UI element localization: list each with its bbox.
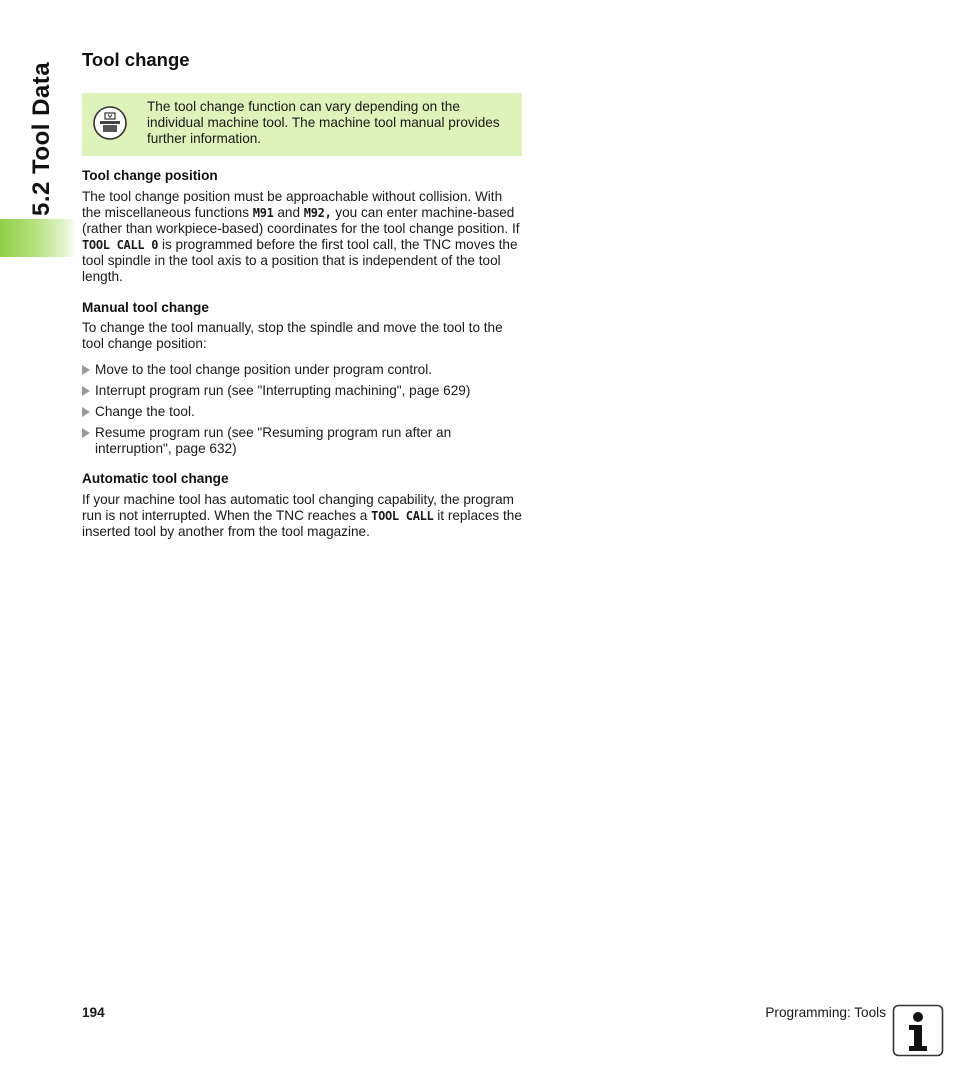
text-run: you can enter machine-based (rather than workpiece-based) coordinates for the tool change position. If <box>82 205 520 236</box>
heading-manual-tool-change: Manual tool change <box>82 300 209 315</box>
code-tool-call: TOOL CALL <box>371 509 434 523</box>
list-item-text: Move to the tool change position under program control. <box>95 362 433 377</box>
page-number: 194 <box>82 1005 105 1020</box>
text-run: is programmed before the first tool call, the TNC moves the tool spindle in the tool axis to a position that is independent of the tool length. <box>82 237 518 284</box>
text-run: and <box>273 205 304 220</box>
code-m92: M92, <box>303 206 332 220</box>
info-icon[interactable] <box>892 1004 944 1057</box>
heading-automatic-tool-change: Automatic tool change <box>82 471 229 486</box>
machine-note-text: The tool change function can vary depending on the individual machine tool. The machine tool manual provides further information. <box>147 99 500 146</box>
text-run: it replaces the inserted tool by another from the tool magazine. <box>82 508 522 539</box>
manual-tool-change-intro: To change the tool manually, stop the spindle and move the tool to the tool change position: <box>82 320 503 351</box>
bullet-arrow-icon <box>82 407 90 417</box>
tool-change-position-paragraph <box>82 189 524 285</box>
section-title: Tool change <box>82 49 190 70</box>
list-item-text: Interrupt program run (see "Interrupting machining", page 629) <box>95 383 471 398</box>
footer-chapter-label: Programming: Tools <box>765 1005 886 1020</box>
list-item-text: Resume program run (see "Resuming program run after an interruption", page 632) <box>95 425 452 456</box>
machine-tool-note-icon <box>93 106 127 140</box>
chapter-tab-marker <box>0 219 76 257</box>
code-m91: M91 <box>252 206 274 220</box>
list-item-text: Change the tool. <box>95 404 195 419</box>
chapter-title-text: 5.2 Tool Data <box>28 61 55 216</box>
automatic-tool-change-paragraph <box>82 492 524 540</box>
code-tool-call-0: TOOL CALL 0 <box>82 238 159 252</box>
bullet-arrow-icon <box>82 365 90 375</box>
chapter-side-title <box>26 46 58 216</box>
text-run: If your machine tool has automatic tool changing capability, the program run is not interrupted. When the TNC reaches a <box>82 492 514 523</box>
heading-tool-change-position: Tool change position <box>82 168 218 183</box>
machine-note-box <box>82 93 522 156</box>
bullet-arrow-icon <box>82 386 90 396</box>
text-run: The tool change position must be approachable without collision. With the miscellaneous functions <box>82 189 503 220</box>
bullet-arrow-icon <box>82 428 90 438</box>
